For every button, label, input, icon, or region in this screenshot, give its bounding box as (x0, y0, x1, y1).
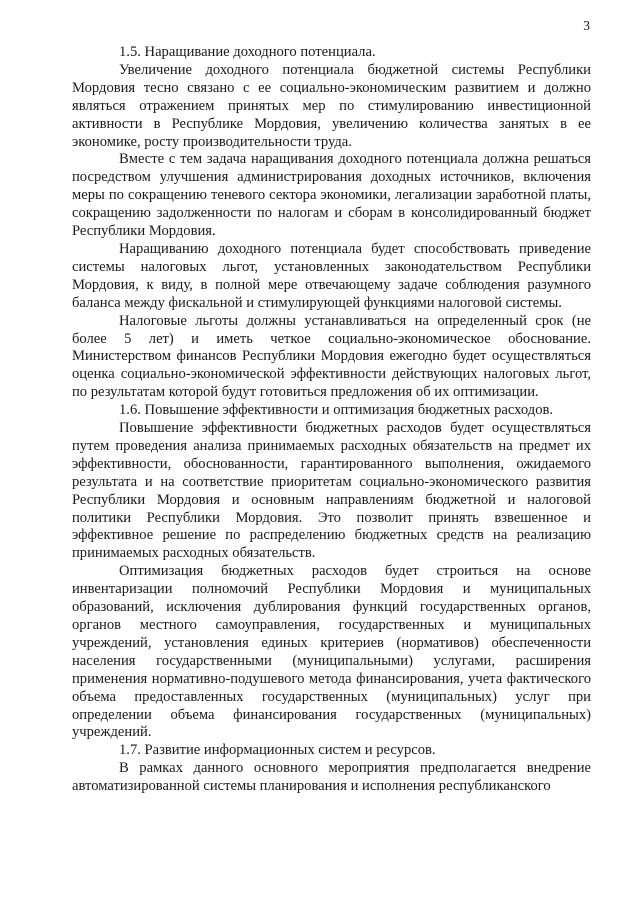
section-heading-1-6: 1.6. Повышение эффективности и оптимизация бюджетных расходов. (119, 402, 554, 419)
paragraph: В рамках данного основного мероприятия предполагается внедрение автоматизированной системы планирования и исполнения республиканского (72, 760, 591, 795)
paragraph: Вместе с тем задача наращивания доходного потенциала должна решаться посредством улучшения администрирования доходных источников, включения меры по сокращению теневого сектора экономики, легализации заработной платы, сокращению задолженности по налогам и сборам в консолидированный бюджет Республики Мордовия. (72, 151, 591, 240)
paragraph: Повышение эффективности бюджетных расходов будет осуществляться путем проведения анализа принимаемых расходных обязательств на предмет их эффективности, обоснованности, гарантированного выполнения, ожидаемого результата и на соответствие приоритетам социально-экономического развития Республики Мордовия и основным направлениям бюджетной и налоговой политики Республики Мордовия. Это позволит принять взвешенное и эффективное решение по распределению бюджетных средств на реализацию принимаемых расходных обязательств. (72, 420, 591, 562)
page-number: 3 (583, 18, 590, 33)
paragraph: Увеличение доходного потенциала бюджетной системы Республики Мордовия тесно связано с ее социально-экономическим развитием и должно являться отражением принятых мер по стимулированию инвестиционной активности в Республике Мордовия, увеличению количества занятых в ее экономике, росту производительности труда. (72, 61, 591, 150)
paragraph: Налоговые льготы должны устанавливаться на определенный срок (не более 5 лет) и иметь четкое социально-экономическое обоснование. Министерством финансов Республики Мордовия ежегодно будет осуществляться оценка социально-экономической эффективности действующих налоговых льгот, по результатам которой будут готовиться предложения об их оптимизации. (72, 312, 591, 401)
document-body (72, 44, 591, 796)
paragraph: Оптимизация бюджетных расходов будет строиться на основе инвентаризации полномочий Республики Мордовия и муниципальных образований, исключения дублирования функций государственных органов, органов местного самоуправления, государственных и муниципальных учреждений, установления единых критериев (нормативов) обеспеченности населения государственными (муниципальными) услугами, расширения применения нормативно-подушевого метода финансирования, учета фактического объема предоставленных государственных (муниципальных) услуг при определении объема финансирования государственных (муниципальных) учреждений. (72, 563, 591, 741)
section-heading-1-7: 1.7. Развитие информационных систем и ресурсов. (119, 742, 436, 759)
section-heading-1-5: 1.5. Наращивание доходного потенциала. (119, 44, 376, 60)
paragraph: Наращиванию доходного потенциала будет способствовать приведение системы налоговых льгот, установленных законодательством Республики Мордовия, к виду, в полной мере отвечающему задаче соблюдения разумного баланса между фискальной и стимулирующей функциями налоговой системы. (72, 240, 591, 311)
